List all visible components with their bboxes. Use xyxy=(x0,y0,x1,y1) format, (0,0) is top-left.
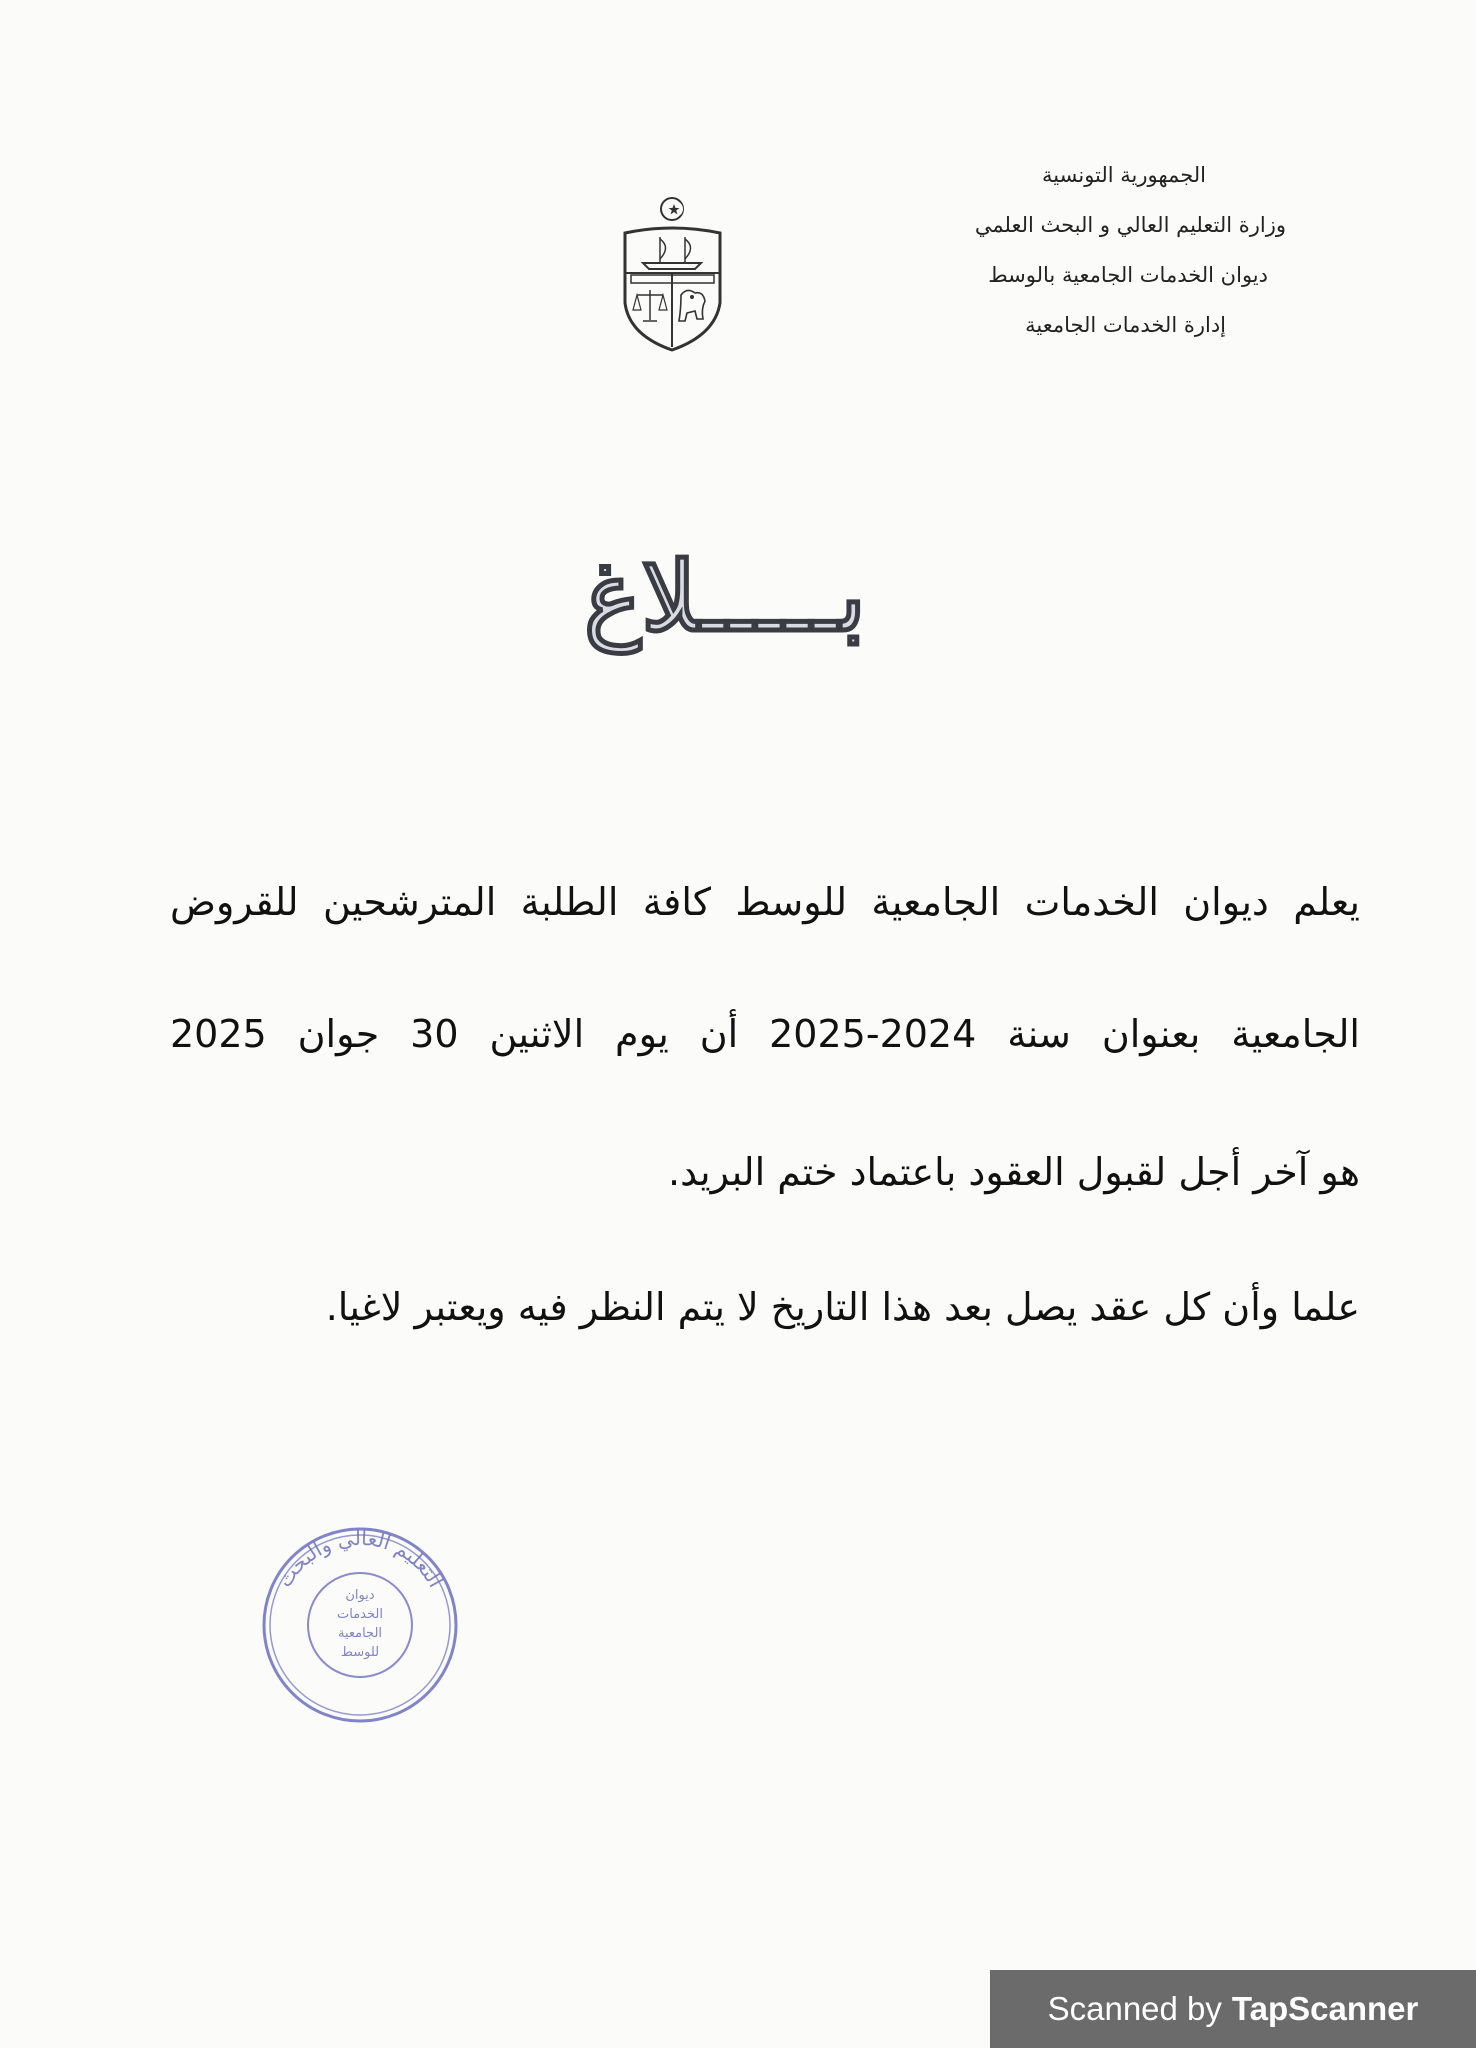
scanner-watermark xyxy=(990,1970,1476,2048)
stamp-inner-line-3: الجامعية xyxy=(337,1626,383,1641)
stamp-inner-line-4: للوسط xyxy=(340,1645,380,1660)
coat-of-arms-icon xyxy=(615,195,730,355)
body-line-3: هو آخر أجل لقبول العقود باعتماد ختم البريد. xyxy=(668,1150,1360,1194)
header-office: ديوان الخدمات الجامعية بالوسط xyxy=(988,263,1268,287)
stamp-inner-line-1: ديوان xyxy=(345,1588,375,1603)
header-department: إدارة الخدمات الجامعية xyxy=(1025,313,1226,337)
stamp-inner-line-2: الخدمات xyxy=(337,1607,383,1622)
body-line-1: يعلم ديوان الخدمات الجامعية للوسط كافة الطلبة المترشحين للقروض xyxy=(170,880,1360,924)
notice-title: بـــــلاغ xyxy=(584,540,866,653)
body-line-2: الجامعية بعنوان سنة 2024-2025 أن يوم الاثنين 30 جوان 2025 xyxy=(170,1012,1360,1056)
letterhead xyxy=(886,150,1286,350)
header-republic: الجمهورية التونسية xyxy=(1042,163,1206,187)
body-line-4: علما وأن كل عقد يصل بعد هذا التاريخ لا يتم النظر فيه ويعتبر لاغيا. xyxy=(325,1285,1360,1329)
stamp-outer-text: التعليم العالي والبحث xyxy=(272,1525,449,1592)
svg-text:التعليم العالي والبحث xyxy=(272,1526,448,1591)
watermark-prefix: Scanned by xyxy=(1047,1990,1222,2027)
header-ministry: وزارة التعليم العالي و البحث العلمي xyxy=(974,213,1286,237)
official-stamp xyxy=(255,1525,465,1725)
watermark-brand: TapScanner xyxy=(1231,1990,1419,2027)
